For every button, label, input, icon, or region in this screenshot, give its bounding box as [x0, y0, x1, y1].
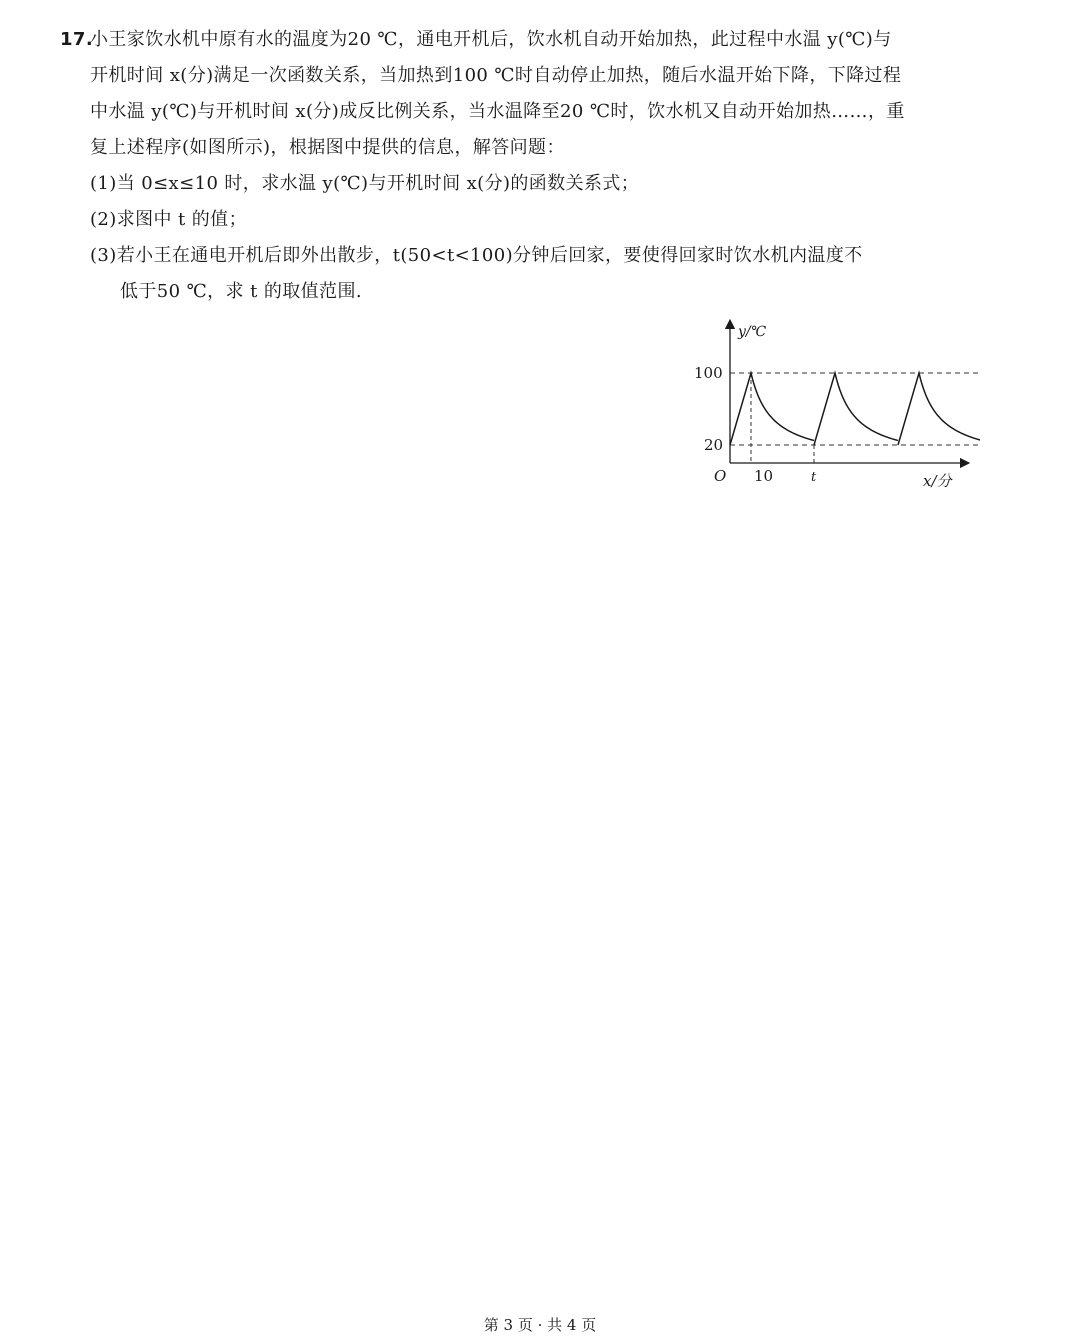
y-axis-label: y/℃ — [738, 324, 767, 340]
page-footer: 第 3 页 · 共 4 页 — [483, 1316, 597, 1334]
problem-stem-line-2: 开机时间 x(分)满足一次函数关系，当加热到100 ℃时自动停止加热，随后水温开始下降，下降过程 — [90, 65, 902, 86]
x-tick-t: t — [811, 470, 817, 485]
y-tick-20: 20 — [704, 436, 724, 454]
temperature-chart-svg — [690, 318, 980, 498]
problem-stem-line-3: 中水温 y(℃)与开机时间 x(分)成反比例关系，当水温降至20 ℃时，饮水机又自动开始加热……，重 — [90, 101, 905, 122]
temperature-curve-cycle-2 — [814, 373, 898, 445]
problem-number: 17. — [60, 29, 94, 50]
problem-stem-line-1 — [60, 22, 970, 58]
question-1: (1)当 0≤x≤10 时，求水温 y(℃)与开机时间 x(分)的函数关系式； — [90, 173, 640, 194]
problem-17 — [60, 22, 970, 310]
x-axis-label: x/分 — [923, 472, 952, 490]
temperature-curve-cycle-1 — [730, 373, 814, 445]
x-tick-10: 10 — [754, 467, 774, 485]
problem-stem-line-4: 复上述程序(如图所示)，根据图中提供的信息，解答问题： — [90, 137, 565, 158]
y-tick-100: 100 — [694, 364, 723, 382]
problem-stem-text: 小王家饮水机中原有水的温度为20 ℃，通电开机后，饮水机自动开始加热，此过程中水温 y(℃)与 — [90, 29, 892, 50]
question-2: (2)求图中 t 的值； — [90, 209, 247, 230]
temperature-graph — [690, 318, 980, 498]
question-3-continued: 低于50 ℃，求 t 的取值范围. — [120, 281, 362, 302]
temperature-curve-cycle-3 — [898, 373, 980, 445]
question-3: (3)若小王在通电开机后即外出散步，t(50<t<100)分钟后回家，要使得回家时饮水机内温度不 — [90, 245, 863, 266]
origin-label: O — [714, 467, 727, 485]
